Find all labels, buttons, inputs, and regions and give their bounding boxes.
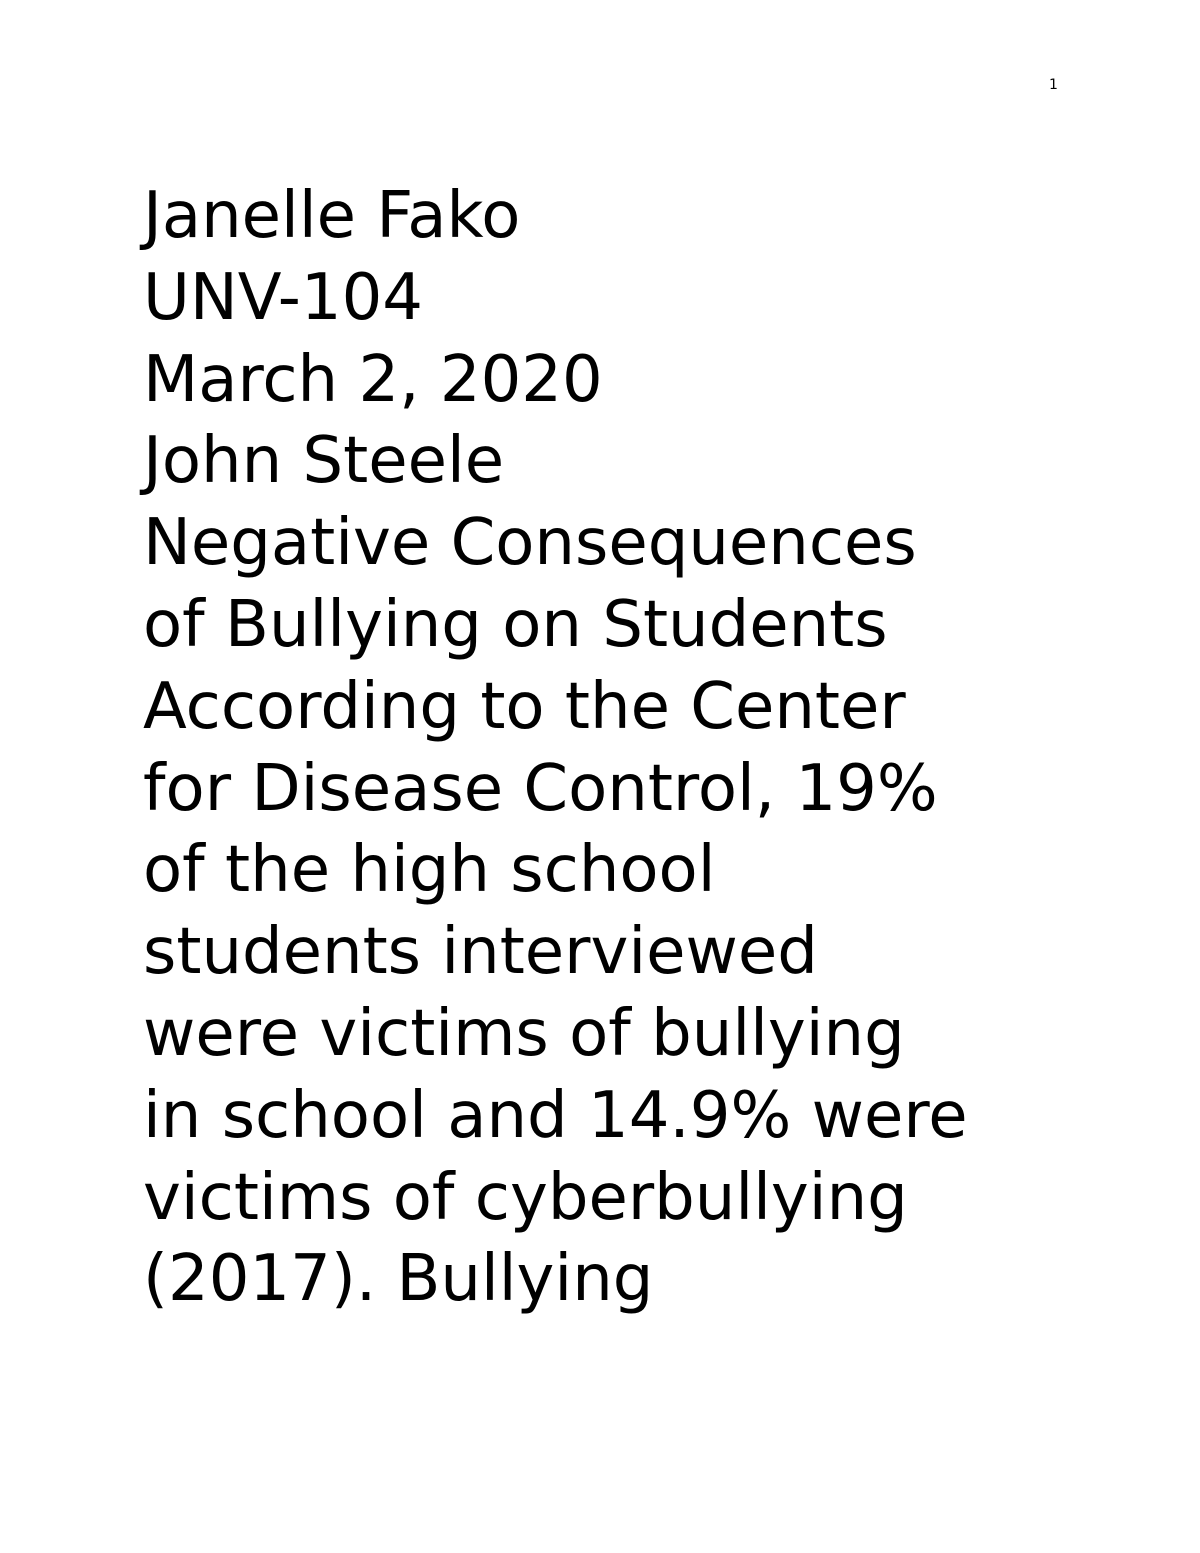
document-date: March 2, 2020 [143, 342, 603, 417]
body-line-6: in school and 14.9% were [143, 1078, 968, 1153]
document-body [143, 176, 1143, 1321]
body-line-5: were victims of bullying [143, 996, 905, 1071]
body-line-8: (2017). Bullying [143, 1242, 654, 1317]
body-line-7: victims of cyberbullying [143, 1160, 908, 1235]
author-name: Janelle Fako [143, 179, 521, 253]
instructor-name: John Steele [143, 424, 505, 499]
body-line-4: students interviewed [143, 915, 818, 990]
body-line-1: According to the Center [143, 669, 906, 744]
body-line-2: for Disease Control, 19% [143, 751, 938, 826]
title-line-1: Negative Consequences [143, 506, 917, 581]
title-line-2: of Bullying on Students [143, 587, 888, 662]
page-number: 1 [1049, 77, 1058, 93]
course-code: UNV-104 [143, 260, 423, 335]
body-line-3: of the high school [143, 833, 716, 908]
